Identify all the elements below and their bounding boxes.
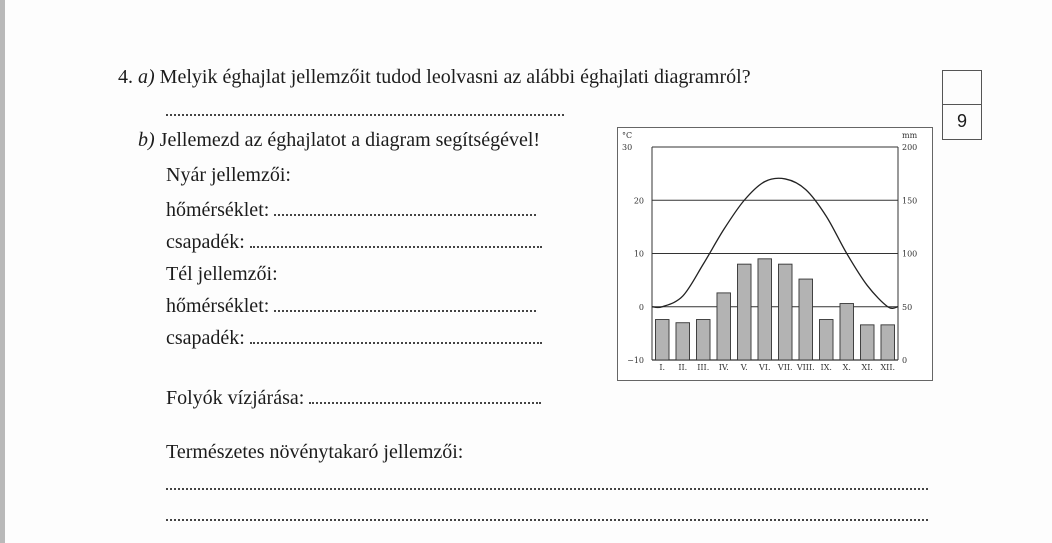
summer-heading: Nyár jellemzői: — [166, 164, 291, 186]
month-label: I. — [659, 363, 666, 372]
score-divider — [943, 104, 981, 105]
precip-bar — [655, 320, 669, 360]
month-label: XII. — [880, 363, 896, 372]
winter-precip-row — [166, 326, 542, 350]
score-box — [942, 70, 982, 140]
left-axis-unit: °C — [622, 131, 633, 140]
left-tick-label: 20 — [633, 196, 644, 206]
part-a-letter: a) — [138, 66, 155, 88]
rivers-row — [166, 386, 541, 410]
winter-temp-row — [166, 294, 536, 318]
month-label: III. — [697, 363, 710, 372]
month-label: VIII. — [796, 363, 815, 372]
part-b-letter: b) — [138, 129, 155, 151]
precip-bar — [819, 320, 833, 360]
left-tick-label: −10 — [627, 356, 644, 365]
left-tick-label: 0 — [638, 302, 644, 312]
summer-temp-label: hőmérséklet: — [166, 199, 270, 221]
precip-bar — [840, 304, 854, 360]
question-part-a — [118, 65, 751, 89]
month-label: V. — [740, 363, 748, 372]
precip-bar — [717, 293, 731, 360]
precip-bar — [860, 325, 874, 360]
temperature-line — [652, 178, 898, 308]
month-label: XI. — [861, 363, 873, 372]
right-tick-label: 150 — [902, 196, 918, 206]
climate-chart-svg — [618, 128, 932, 380]
month-label: VII. — [777, 363, 793, 372]
right-tick-label: 50 — [902, 302, 913, 312]
left-tick-label: 10 — [633, 249, 644, 259]
precip-bar — [737, 264, 751, 360]
summer-temp-row — [166, 198, 536, 222]
right-axis-unit: mm — [902, 131, 918, 140]
summer-temp-answer[interactable] — [274, 198, 536, 216]
right-tick-label: 0 — [902, 356, 908, 365]
vegetation-label: Természetes növénytakaró jellemzői: — [166, 441, 464, 463]
month-label: VI. — [759, 363, 771, 372]
rivers-answer[interactable] — [309, 386, 541, 404]
winter-heading: Tél jellemzői: — [166, 263, 278, 285]
precip-bar — [758, 259, 772, 360]
rivers-label: Folyók vízjárása: — [166, 387, 305, 409]
winter-temp-label: hőmérséklet: — [166, 295, 270, 317]
page-edge — [0, 0, 5, 543]
score-value: 9 — [956, 111, 967, 131]
precip-bar — [696, 320, 710, 360]
precip-bar — [676, 323, 690, 360]
month-label: II. — [678, 363, 688, 372]
precip-bar — [799, 279, 813, 360]
question-part-b — [138, 128, 540, 152]
part-a-text: Melyik éghajlat jellemzőit tudod leolvasni az alábbi éghajlati diagramról? — [159, 66, 751, 88]
vegetation-answer-1[interactable] — [166, 472, 928, 496]
vegetation-answer-2[interactable] — [166, 503, 928, 527]
summer-precip-row — [166, 230, 542, 254]
climate-chart — [617, 127, 933, 381]
winter-temp-answer[interactable] — [274, 294, 536, 312]
month-label: X. — [842, 363, 851, 372]
part-b-text: Jellemezd az éghajlatot a diagram segítségével! — [159, 129, 541, 151]
summer-precip-answer[interactable] — [250, 230, 542, 248]
month-label: IV. — [718, 363, 729, 372]
summer-precip-label: csapadék: — [166, 231, 245, 253]
precip-bar — [881, 325, 895, 360]
right-tick-label: 100 — [902, 249, 918, 259]
month-label: IX. — [820, 363, 832, 372]
question-number: 4. — [118, 66, 133, 88]
answer-line-a[interactable] — [166, 98, 564, 122]
precip-bar — [778, 264, 792, 360]
winter-precip-label: csapadék: — [166, 327, 245, 349]
winter-precip-answer[interactable] — [250, 326, 542, 344]
left-tick-label: 30 — [622, 143, 633, 152]
right-tick-label: 200 — [902, 143, 918, 152]
